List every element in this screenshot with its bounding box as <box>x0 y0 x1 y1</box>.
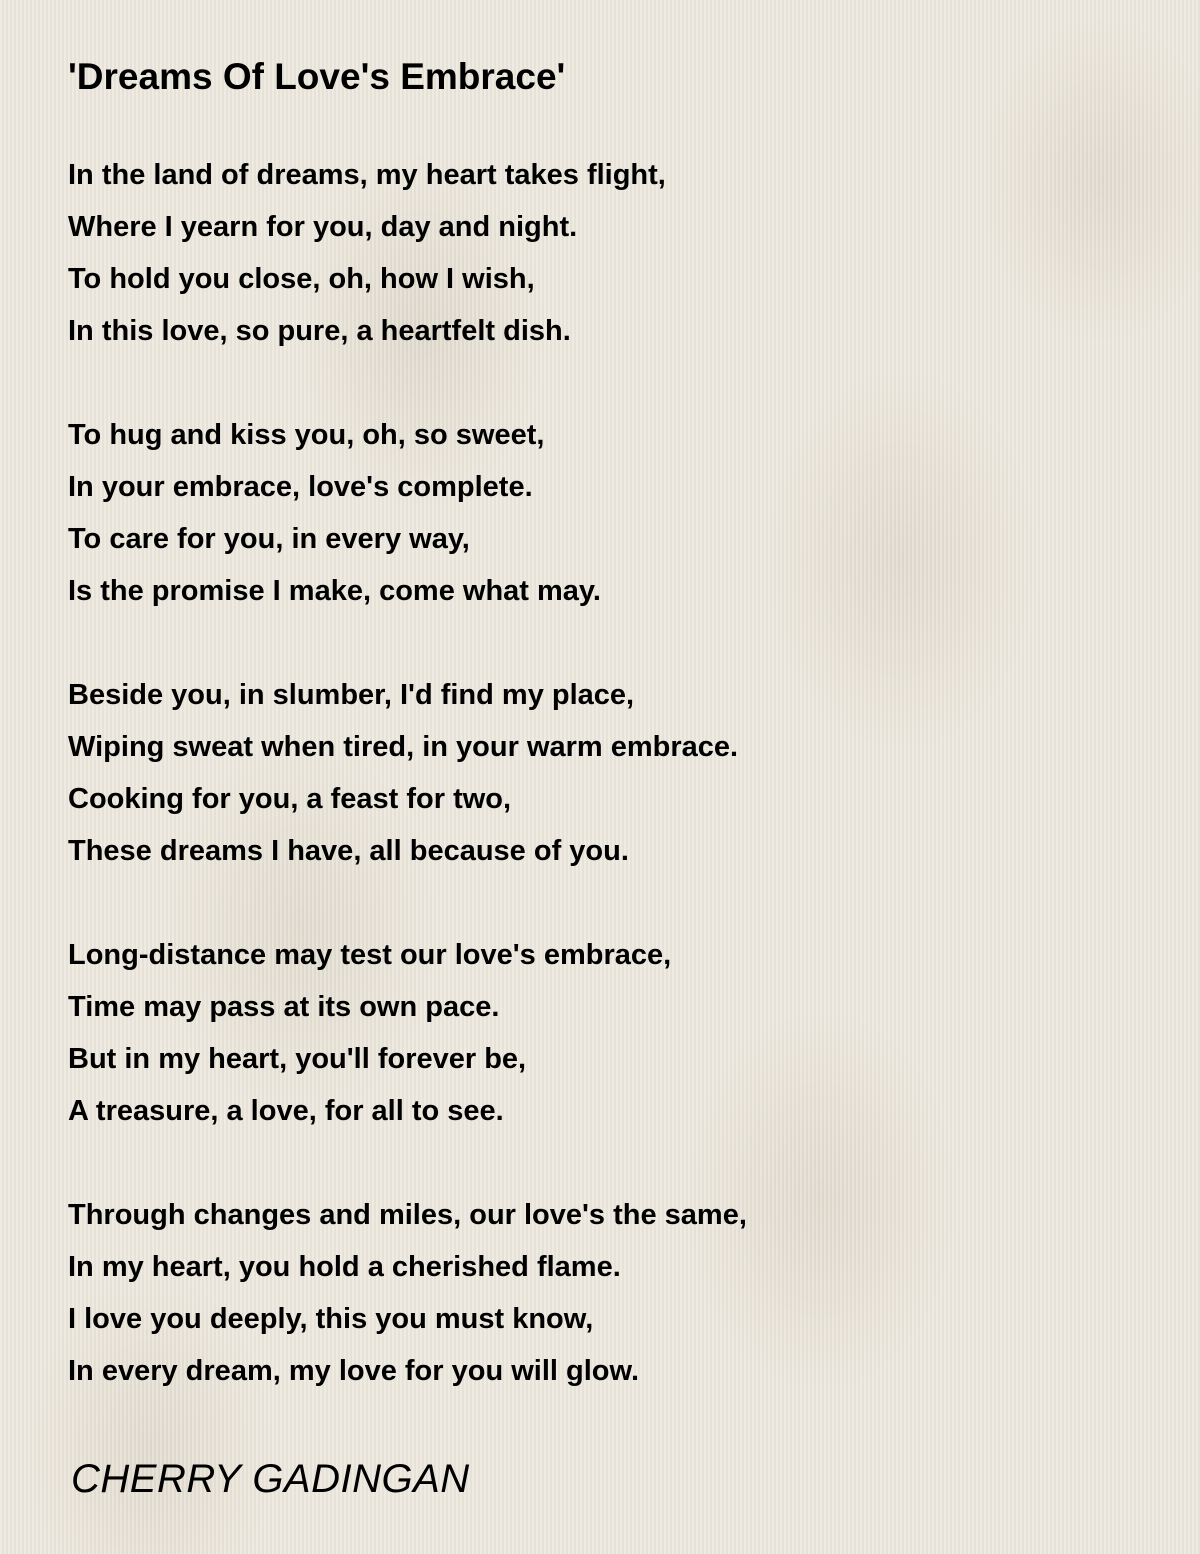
stanza-4 <box>68 929 671 1137</box>
stanza-3 <box>68 669 738 877</box>
poem-line: In the land of dreams, my heart takes flight, <box>68 159 666 191</box>
poem-line: Time may pass at its own pace. <box>68 991 500 1023</box>
poem-line: Where I yearn for you, day and night. <box>68 211 578 243</box>
poem-line: But in my heart, you'll forever be, <box>68 1043 527 1075</box>
poem-line: Through changes and miles, our love's the same, <box>68 1199 747 1231</box>
poem-line: In every dream, my love for you will glow. <box>68 1355 640 1387</box>
poem-line: In this love, so pure, a heartfelt dish. <box>68 315 571 347</box>
poem-line: Wiping sweat when tired, in your warm embrace. <box>68 731 739 763</box>
poem-line: Beside you, in slumber, I'd find my place, <box>68 679 635 711</box>
poem-line: These dreams I have, all because of you. <box>68 835 629 867</box>
poem-line: Long-distance may test our love's embrace, <box>68 939 672 971</box>
poem-line: To hold you close, oh, how I wish, <box>68 263 535 295</box>
poem-line: Is the promise I make, come what may. <box>68 575 601 607</box>
poem-line: In my heart, you hold a cherished flame. <box>68 1251 621 1283</box>
poem-line: To hug and kiss you, oh, so sweet, <box>68 419 545 451</box>
stanza-5 <box>68 1189 747 1397</box>
poem-line: I love you deeply, this you must know, <box>68 1303 594 1335</box>
poem-line: Cooking for you, a feast for two, <box>68 783 512 815</box>
poem-line: To care for you, in every way, <box>68 523 470 555</box>
poem-author: CHERRY GADINGAN <box>71 1457 470 1501</box>
stanza-1 <box>68 149 666 357</box>
stanza-2 <box>68 409 601 617</box>
poem-line: A treasure, a love, for all to see. <box>68 1095 504 1127</box>
poem-title: 'Dreams Of Love's Embrace' <box>68 56 566 97</box>
poem-line: In your embrace, love's complete. <box>68 471 533 503</box>
